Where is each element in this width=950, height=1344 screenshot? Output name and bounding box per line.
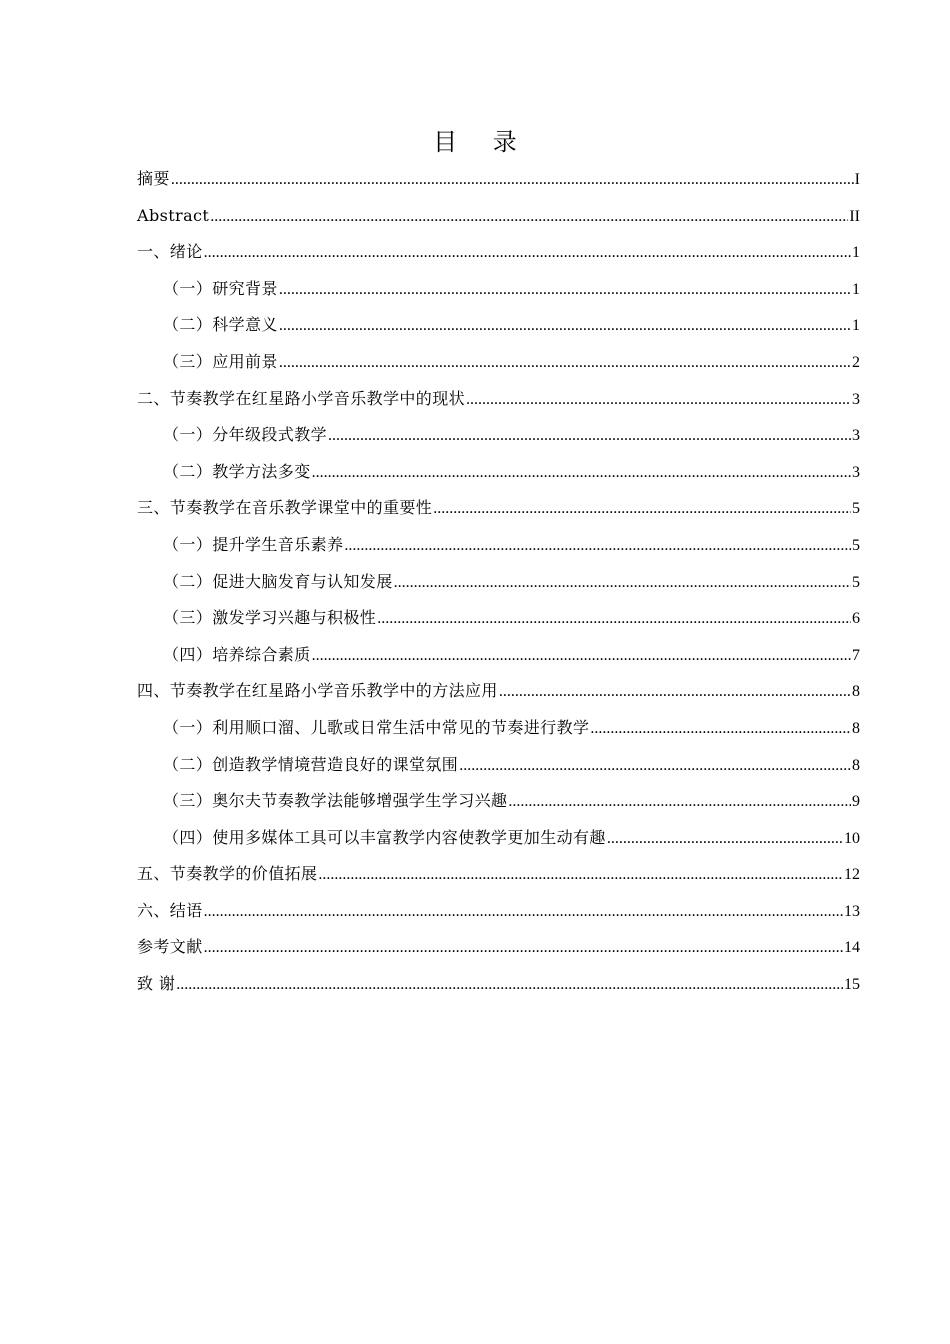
dot-leader: [590, 711, 851, 748]
dot-leader: [312, 455, 851, 492]
toc-entry-page: 3: [852, 463, 860, 481]
toc-entry-label: 三、节奏教学在音乐教学课堂中的重要性: [137, 498, 433, 518]
toc-entry-page: 13: [844, 902, 860, 920]
toc-entry-label: （三）激发学习兴趣与积极性: [163, 608, 377, 628]
toc-entry-label: （四）培养综合素质: [163, 644, 311, 664]
toc-entry-page: 5: [852, 536, 860, 554]
toc-entry-page: 1: [852, 244, 860, 262]
dot-leader: [204, 235, 851, 272]
toc-entry-page: 5: [852, 500, 860, 518]
toc-entry-page: 8: [852, 756, 860, 774]
toc-entry-label: 二、节奏教学在红星路小学音乐教学中的现状: [137, 388, 466, 408]
toc-entry-label: （一）提升学生音乐素养: [163, 534, 344, 554]
toc-entry-label: 一、绪论: [137, 242, 203, 262]
dot-leader: [204, 930, 843, 967]
toc-entry-page: II: [849, 207, 860, 225]
toc-entry-section-2-1[interactable]: [137, 417, 860, 454]
toc-entry-page: I: [854, 171, 860, 188]
toc-entry-section-3-2[interactable]: [137, 564, 860, 601]
dot-leader: [377, 601, 851, 638]
toc-entry-section-2-2[interactable]: [137, 454, 860, 491]
toc-entry-page: 15: [844, 976, 860, 994]
toc-entry-label: （二）科学意义: [163, 315, 278, 335]
toc-entry-label: 六、结语: [137, 900, 203, 920]
toc-entry-section-4-2[interactable]: [137, 747, 860, 784]
toc-entry-page: 5: [852, 573, 860, 591]
toc-entry-label: （四）使用多媒体工具可以丰富教学内容使教学更加生动有趣: [163, 827, 606, 847]
dot-leader: [318, 857, 843, 894]
toc-entry-chapter-1[interactable]: [137, 234, 860, 271]
toc-entry-references[interactable]: [137, 929, 860, 966]
toc-entry-label: 五、节奏教学的价值拓展: [137, 864, 318, 884]
dot-leader: [328, 418, 851, 455]
toc-entry-label: 致 谢: [137, 974, 176, 994]
toc-entry-page: 6: [852, 610, 860, 628]
toc-entry-page: 3: [852, 427, 860, 445]
dot-leader: [204, 894, 843, 931]
toc-entry-label: （一）利用顺口溜、儿歌或日常生活中常见的节奏进行教学: [163, 717, 590, 737]
toc-entry-label: 参考文献: [137, 937, 203, 957]
toc-entry-label: （二）教学方法多变: [163, 461, 311, 481]
dot-leader: [171, 162, 854, 199]
dot-leader: [279, 272, 851, 309]
toc-entry-section-3-3[interactable]: [137, 600, 860, 637]
toc-entry-section-1-2[interactable]: [137, 307, 860, 344]
dot-leader: [344, 528, 851, 565]
toc-entry-page: 1: [852, 280, 860, 298]
toc-entry-abstract-cn[interactable]: [137, 161, 860, 198]
toc-entry-section-3-4[interactable]: [137, 637, 860, 674]
toc-entry-page: 1: [852, 317, 860, 335]
toc-entry-label: （三）应用前景: [163, 351, 278, 371]
toc-entry-page: 12: [844, 866, 860, 884]
toc-entry-page: 7: [852, 646, 860, 664]
toc-entry-page: 2: [852, 353, 860, 371]
toc-entry-label: 摘要: [137, 169, 170, 188]
toc-entry-page: 10: [844, 829, 860, 847]
toc-entry-page: 8: [852, 719, 860, 737]
toc-entry-page: 9: [852, 793, 860, 811]
dot-leader: [499, 674, 851, 711]
toc-entry-chapter-3[interactable]: [137, 490, 860, 527]
table-of-contents: [137, 161, 860, 1003]
toc-entry-label: Abstract: [137, 205, 210, 225]
toc-entry-abstract-en[interactable]: [137, 198, 860, 235]
toc-entry-section-4-1[interactable]: [137, 710, 860, 747]
dot-leader: [176, 967, 843, 1004]
dot-leader: [312, 638, 851, 675]
toc-entry-label: （二）创造教学情境营造良好的课堂氛围: [163, 754, 459, 774]
toc-entry-label: （二）促进大脑发育与认知发展: [163, 571, 393, 591]
toc-entry-page: 3: [852, 390, 860, 408]
toc-entry-section-3-1[interactable]: [137, 527, 860, 564]
dot-leader: [279, 308, 851, 345]
dot-leader: [433, 491, 851, 528]
toc-entry-page: 8: [852, 683, 860, 701]
toc-entry-chapter-5[interactable]: [137, 856, 860, 893]
toc-entry-acknowledgements[interactable]: [137, 966, 860, 1003]
toc-entry-chapter-6[interactable]: [137, 893, 860, 930]
dot-leader: [279, 345, 851, 382]
toc-entry-section-1-3[interactable]: [137, 344, 860, 381]
toc-entry-label: （三）奥尔夫节奏教学法能够增强学生学习兴趣: [163, 791, 508, 811]
dot-leader: [508, 784, 851, 821]
toc-entry-page: 14: [844, 939, 860, 957]
toc-entry-label: （一）研究背景: [163, 278, 278, 298]
toc-entry-label: （一）分年级段式教学: [163, 425, 328, 445]
dot-leader: [466, 382, 851, 419]
dot-leader: [607, 821, 843, 858]
toc-entry-chapter-4[interactable]: [137, 673, 860, 710]
toc-entry-label: 四、节奏教学在红星路小学音乐教学中的方法应用: [137, 681, 498, 701]
toc-entry-section-4-3[interactable]: [137, 783, 860, 820]
page-title: 目 录: [433, 128, 531, 156]
toc-entry-chapter-2[interactable]: [137, 381, 860, 418]
dot-leader: [394, 565, 851, 602]
dot-leader: [210, 199, 848, 236]
dot-leader: [459, 748, 851, 785]
toc-entry-section-4-4[interactable]: [137, 820, 860, 857]
toc-entry-section-1-1[interactable]: [137, 271, 860, 308]
